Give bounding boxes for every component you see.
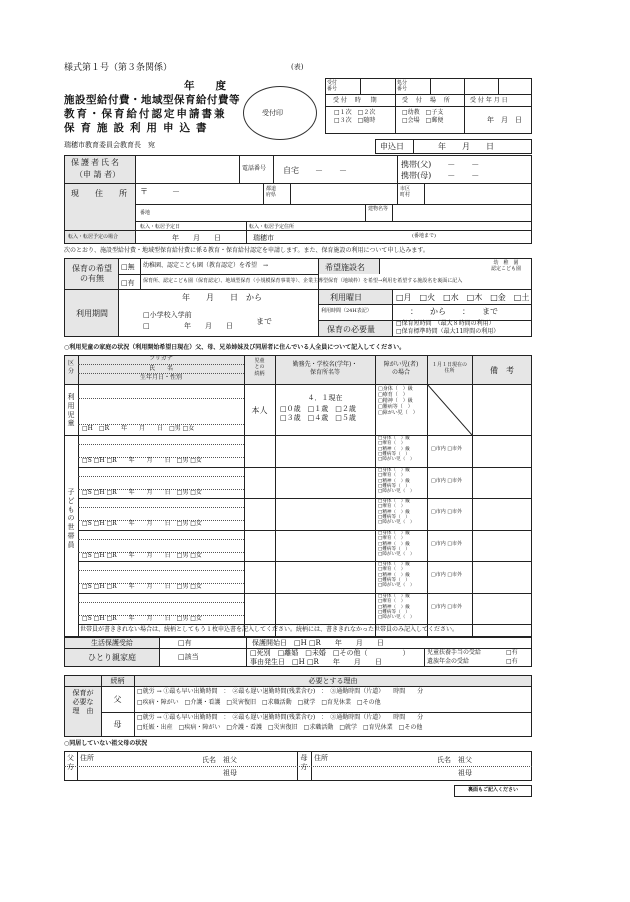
member-work-field[interactable] <box>277 532 373 559</box>
title-line3: 教育・保育給付認定申請書兼 <box>64 108 227 120</box>
member-birth[interactable]: □S □H □R 年 月 日 □男 □女 <box>82 583 202 590</box>
intro-text: 次のとおり、施設型給付費・地域型保育給付費に係る教育・保育給付認定を申請します。また、保育施設の利用について申し込みます。 <box>64 247 429 254</box>
title-line4: 保育施設利用申込書 <box>64 122 213 134</box>
member-work-field[interactable] <box>277 595 373 622</box>
need-standard[interactable]: □保育標準時間（最大11時間の利用） <box>396 328 500 335</box>
member-relation-field[interactable] <box>246 595 273 622</box>
phone-mobile-father[interactable]: 携帯(父) － － <box>401 160 480 169</box>
pension-checkbox[interactable]: □有 <box>506 658 518 665</box>
member-jan-address[interactable]: □市内 □市外 <box>431 604 463 610</box>
member-name-field[interactable] <box>80 540 242 551</box>
member-work-field[interactable] <box>277 563 373 590</box>
family-heading: ○利用児童の家庭の状況（利用開始希望日現在）父、母、兄弟姉妹及び同居者に住んでいる人全員について記入してください。 <box>64 344 406 351</box>
member-relation-field[interactable] <box>246 469 273 496</box>
member-furigana-field[interactable] <box>80 468 242 476</box>
member-row-line <box>78 624 532 625</box>
child-birth[interactable]: □H □R 年 月 日 □男 □女 <box>82 425 195 432</box>
member-jan-address[interactable]: □市内 □市外 <box>431 541 463 547</box>
member-note-field[interactable] <box>474 437 530 464</box>
single-parent-checkbox[interactable]: □該当 <box>178 653 199 661</box>
member-furigana-field[interactable] <box>80 594 242 602</box>
member-note-field[interactable] <box>474 500 530 527</box>
member-jan-address[interactable]: □市内 □市外 <box>431 509 463 515</box>
member-work-field[interactable] <box>277 469 373 496</box>
member-furigana-field[interactable] <box>80 562 242 570</box>
member-disability-options[interactable]: □身体（ ）級 □療育（ ） □精神（ ）級 □難病等（ ） □障がい児（ ） <box>378 499 415 526</box>
member-name-field[interactable] <box>80 477 242 488</box>
member-relation-field[interactable] <box>246 437 273 464</box>
member-disability-options[interactable]: □身体（ ）級 □療育（ ） □精神（ ）級 □難病等（ ） □障がい児（ ） <box>378 594 415 621</box>
allowance-checkbox[interactable]: □有 <box>506 649 518 656</box>
father-side-address-field[interactable] <box>80 765 180 779</box>
move-date[interactable]: 年 月 日 <box>172 234 221 242</box>
member-jan-address[interactable]: □市内 □市外 <box>431 478 463 484</box>
guardian-name-field[interactable] <box>140 158 236 180</box>
member-jan-address[interactable]: □市内 □市外 <box>431 446 463 452</box>
apply-date-value[interactable]: 年 月 日 <box>438 142 494 151</box>
school-checkbox[interactable]: □小学校入学前 <box>143 311 192 319</box>
member-name-field[interactable] <box>80 445 242 456</box>
reason-options[interactable]: □死別 □離婚 □未婚 □その他（ ） <box>250 649 410 657</box>
member-birth[interactable]: □S □H □R 年 月 日 □男 □女 <box>82 457 202 464</box>
addressee: 瑞穂市教育委員会教育長 宛 <box>64 141 155 149</box>
grandparents-heading: ○同居していない祖父母の状況 <box>64 740 148 747</box>
title-year: 年 度 <box>184 80 226 92</box>
facility-field[interactable] <box>381 260 479 273</box>
separate-sheet-note: 世帯員が書ききれない場合は、続柄としてもう１枚申込書を記入してください。続柄には、書ききれなかった世帯員のみ記入してください。 <box>80 626 459 633</box>
member-note-field[interactable] <box>474 563 530 590</box>
member-disability-options[interactable]: □身体（ ）級 □療育（ ） □精神（ ）級 □難病等（ ） □障がい児（ ） <box>378 436 415 463</box>
stamp-label: 受付印 <box>262 109 283 117</box>
child-disability-options[interactable]: □身体（ ）級 □療育（ ） □精神（ ）級 □難病等（ ） □障がい児（ ） <box>378 386 418 416</box>
child-name-field[interactable] <box>80 400 242 422</box>
side-label: (表) <box>291 63 304 71</box>
postal-code[interactable]: 〒 － <box>140 187 180 196</box>
time-field[interactable]: ： から ： まで <box>410 307 498 316</box>
form-number: 様式第１号（第３条関係） <box>64 63 173 73</box>
welfare-checkbox[interactable]: □有 <box>178 639 192 647</box>
member-work-field[interactable] <box>277 500 373 527</box>
member-jan-address[interactable]: □市内 □市外 <box>431 572 463 578</box>
days-checkboxes[interactable]: □月 □火 □水 □木 □金 □土 <box>396 293 530 302</box>
member-name-field[interactable] <box>80 508 242 519</box>
phone-home[interactable]: 自宅 － － <box>283 166 347 175</box>
member-birth[interactable]: □S □H □R 年 月 日 □男 □女 <box>82 520 202 527</box>
event-date[interactable]: 事由発生日 □H □R 年 月 日 <box>250 658 382 666</box>
member-birth[interactable]: □S □H □R 年 月 日 □男 □女 <box>82 489 202 496</box>
member-note-field[interactable] <box>474 469 530 496</box>
member-birth[interactable]: □S □H □R 年 月 日 □男 □女 <box>82 552 202 559</box>
footer-note: 裏面もご記入ください <box>467 787 518 793</box>
member-disability-options[interactable]: □身体（ ）級 □療育（ ） □精神（ ）級 □難病等（ ） □障がい児（ ） <box>378 468 415 495</box>
member-furigana-field[interactable] <box>80 499 242 507</box>
child-age-options[interactable]: □０歳 □１歳 □２歳 □３歳 □４歳 □５歳 <box>280 405 356 422</box>
member-disability-options[interactable]: □身体（ ）級 □療育（ ） □精神（ ）級 □難病等（ ） □障がい児（ ） <box>378 562 415 589</box>
member-name-field[interactable] <box>80 603 242 614</box>
hope-yes-checkbox[interactable]: □有 <box>121 279 135 287</box>
timing-options[interactable]: □１次 □２次 □３次 □随時 <box>334 109 376 124</box>
period-from[interactable]: 年 月 日 から <box>182 293 262 302</box>
mother-work-row[interactable]: □就労 → ①最も早い出勤時間 ： ②最も遅い退勤時間(残業含む) ： ③通勤時間（片道） 時間 分 <box>137 714 424 721</box>
member-relation-field[interactable] <box>246 563 273 590</box>
place-options[interactable]: □幼教 □子支 □会場 □郵便 <box>402 109 444 124</box>
member-relation-field[interactable] <box>246 532 273 559</box>
member-furigana-field[interactable] <box>80 436 242 444</box>
member-note-field[interactable] <box>474 595 530 622</box>
father-reason-row[interactable]: □疾病・障がい □介護・看護 □災害復旧 □求職活動 □就学 □育児休業 □その他 <box>137 699 381 706</box>
father-work-row[interactable]: □就労 → ①最も早い出勤時間 ： ②最も遅い退勤時間(残業含む) ： ③通勤時間（片道） 時間 分 <box>137 688 424 695</box>
member-name-field[interactable] <box>80 571 242 582</box>
protection-date[interactable]: 保護開始日 □H □R 年 月 日 <box>252 639 384 647</box>
title-line2: 施設型給付費・地域型保育給付費等 <box>64 94 240 106</box>
member-birth[interactable]: □S □H □R 年 月 日 □男 □女 <box>82 615 202 622</box>
member-disability-options[interactable]: □身体（ ）級 □療育（ ） □精神（ ）級 □難病等（ ） □障がい児（ ） <box>378 531 415 558</box>
member-furigana-field[interactable] <box>80 531 242 539</box>
member-work-field[interactable] <box>277 437 373 464</box>
mother-reason-row[interactable]: □妊娠・出産 □疾病・障がい □介護・看護 □災害復旧 □求職活動 □就学 □育児休業 □その他 <box>137 724 423 731</box>
need-short[interactable]: □保育短時間 （最大８時間の利用） <box>396 320 495 327</box>
child-furigana-field[interactable] <box>80 386 242 397</box>
member-note-field[interactable] <box>474 532 530 559</box>
diagonal-slash <box>427 384 472 435</box>
mother-side-address-field[interactable] <box>314 765 414 779</box>
phone-mobile-mother[interactable]: 携帯(母) － － <box>401 171 480 180</box>
hope-none-checkbox[interactable]: □無 <box>121 263 135 271</box>
member-relation-field[interactable] <box>246 500 273 527</box>
